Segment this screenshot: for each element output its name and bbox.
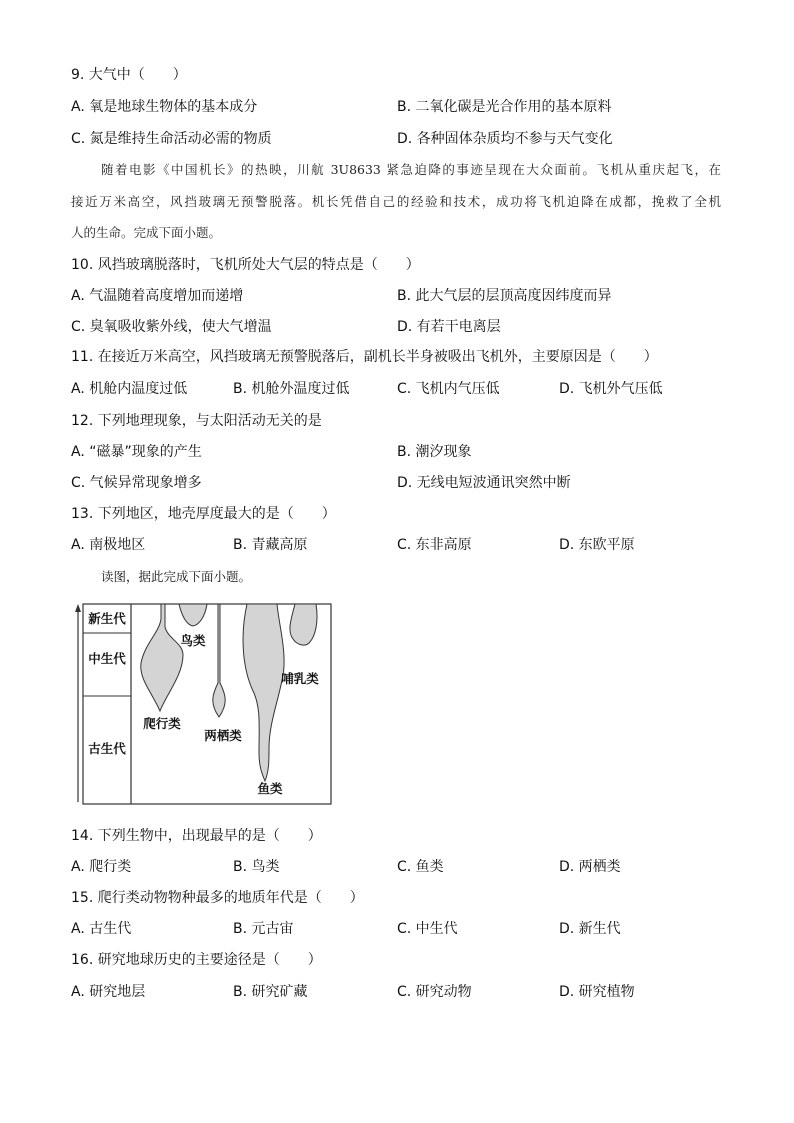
reading-passage-1 (71, 154, 721, 249)
reading-passage-2: 读图，据此完成下面小题。 (101, 569, 252, 584)
q10-option-b: B. 此大气层的层顶高度因纬度而异 (397, 288, 612, 304)
label-amphibians: 两栖类 (204, 728, 242, 743)
evolution-diagram (73, 603, 335, 807)
question-9-stem: 9. 大气中（ ） (71, 67, 187, 83)
q15-option-c: C. 中生代 (397, 921, 458, 937)
q9-option-a: A. 氧是地球生物体的基本成分 (71, 99, 258, 115)
q15-option-d: D. 新生代 (559, 921, 621, 937)
q12-option-d: D. 无线电短波通讯突然中断 (397, 475, 571, 491)
q13-option-a: A. 南极地区 (71, 537, 146, 553)
q15-option-b: B. 元古宙 (233, 921, 294, 937)
q9-option-c: C. 氮是维持生命活动必需的物质 (71, 131, 272, 147)
q12-option-a: A. “磁暴”现象的产生 (71, 444, 202, 460)
label-reptiles: 爬行类 (143, 716, 181, 731)
era-label-paleozoic: 古生代 (88, 741, 126, 756)
label-birds: 鸟类 (180, 633, 206, 648)
question-14-stem: 14. 下列生物中，出现最早的是（ ） (71, 828, 322, 844)
q13-option-c: C. 东非高原 (397, 537, 472, 553)
q16-option-a: A. 研究地层 (71, 984, 146, 1000)
label-fish: 鱼类 (257, 781, 283, 796)
q10-option-d: D. 有若干电离层 (397, 319, 501, 335)
q14-option-b: B. 鸟类 (233, 859, 280, 875)
era-label-cenozoic: 新生代 (88, 611, 126, 626)
q13-option-b: B. 青藏高原 (233, 537, 308, 553)
passage-1-line-3: 人的生命。完成下面小题。 (71, 225, 222, 240)
q14-option-d: D. 两栖类 (559, 859, 621, 875)
question-11-stem: 11. 在接近万米高空，风挡玻璃无预警脱落后，副机长半身被吸出飞机外，主要原因是（ ） (71, 349, 658, 365)
q12-option-c: C. 气候异常现象增多 (71, 475, 202, 491)
q14-option-c: C. 鱼类 (397, 859, 444, 875)
era-label-mesozoic: 中生代 (88, 651, 126, 666)
q12-option-b: B. 潮汐现象 (397, 444, 472, 460)
time-axis-arrow (75, 604, 81, 802)
q15-option-a: A. 古生代 (71, 921, 132, 937)
q11-option-c: C. 飞机内气压低 (397, 381, 500, 397)
question-12-stem: 12. 下列地理现象，与太阳活动无关的是 (71, 413, 322, 429)
passage-1-line-1: 随着电影《中国机长》的热映，川航 3U8633 紧急迫降的事迹呈现在大众面前。飞机从重庆起飞，在 (101, 162, 721, 177)
q11-option-d: D. 飞机外气压低 (559, 381, 663, 397)
q16-option-d: D. 研究植物 (559, 984, 635, 1000)
q10-option-a: A. 气温随着高度增加而递增 (71, 288, 244, 304)
q16-option-c: C. 研究动物 (397, 984, 472, 1000)
q11-option-b: B. 机舱外温度过低 (233, 381, 350, 397)
q13-option-d: D. 东欧平原 (559, 537, 635, 553)
question-13-stem: 13. 下列地区，地壳厚度最大的是（ ） (71, 506, 336, 522)
question-10-stem: 10. 风挡玻璃脱落时，飞机所处大气层的特点是（ ） (71, 257, 420, 273)
q16-option-b: B. 研究矿藏 (233, 984, 308, 1000)
q10-option-c: C. 臭氧吸收紫外线，使大气增温 (71, 319, 272, 335)
label-mammals: 哺乳类 (281, 671, 319, 686)
q14-option-a: A. 爬行类 (71, 859, 132, 875)
q11-option-a: A. 机舱内温度过低 (71, 381, 188, 397)
q9-option-b: B. 二氧化碳是光合作用的基本原料 (397, 99, 612, 115)
q9-option-d: D. 各种固体杂质均不参与天气变化 (397, 131, 613, 147)
passage-1-line-2: 接近万米高空，风挡玻璃无预警脱落。机长凭借自己的经验和技术，成功将飞机迫降在成都，挽救了全机 (71, 193, 721, 209)
question-16-stem: 16. 研究地球历史的主要途径是（ ） (71, 952, 322, 968)
question-15-stem: 15. 爬行类动物物种最多的地质年代是（ ） (71, 890, 364, 906)
